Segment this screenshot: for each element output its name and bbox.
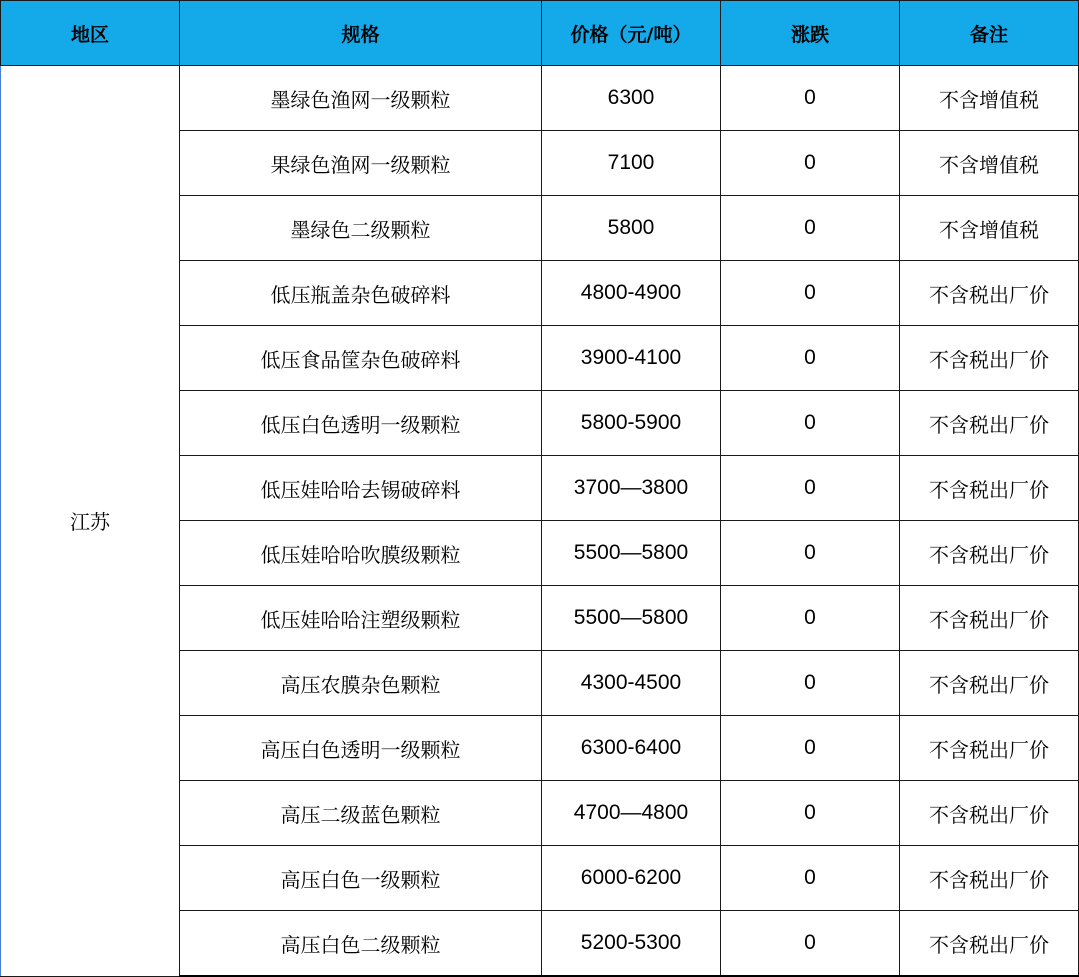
note-cell: 不含税出厂价 xyxy=(900,391,1079,456)
header-price: 价格（元/吨） xyxy=(542,1,721,66)
spec-cell: 高压二级蓝色颗粒 xyxy=(180,781,542,846)
spec-cell: 墨绿色二级颗粒 xyxy=(180,196,542,261)
spec-cell: 高压白色透明一级颗粒 xyxy=(180,716,542,781)
price-cell: 5800-5900 xyxy=(542,391,721,456)
price-cell: 5500—5800 xyxy=(542,521,721,586)
note-cell: 不含税出厂价 xyxy=(900,716,1079,781)
change-cell: 0 xyxy=(721,131,900,196)
spec-cell: 低压娃哈哈吹膜级颗粒 xyxy=(180,521,542,586)
price-cell: 5200-5300 xyxy=(542,911,721,977)
spec-cell: 低压瓶盖杂色破碎料 xyxy=(180,261,542,326)
note-cell: 不含税出厂价 xyxy=(900,456,1079,521)
header-change: 涨跌 xyxy=(721,1,900,66)
table-body xyxy=(1,66,1079,977)
spec-cell: 高压白色二级颗粒 xyxy=(180,911,542,977)
spec-cell: 低压娃哈哈注塑级颗粒 xyxy=(180,586,542,651)
note-cell: 不含税出厂价 xyxy=(900,651,1079,716)
price-cell: 6300-6400 xyxy=(542,716,721,781)
price-cell: 3900-4100 xyxy=(542,326,721,391)
change-cell: 0 xyxy=(721,261,900,326)
change-cell: 0 xyxy=(721,781,900,846)
change-cell: 0 xyxy=(721,716,900,781)
spec-cell: 低压食品筐杂色破碎料 xyxy=(180,326,542,391)
note-cell: 不含税出厂价 xyxy=(900,586,1079,651)
change-cell: 0 xyxy=(721,586,900,651)
change-cell: 0 xyxy=(721,651,900,716)
note-cell: 不含增值税 xyxy=(900,131,1079,196)
change-cell: 0 xyxy=(721,846,900,911)
price-cell: 4700—4800 xyxy=(542,781,721,846)
change-cell: 0 xyxy=(721,456,900,521)
note-cell: 不含税出厂价 xyxy=(900,261,1079,326)
header-region: 地区 xyxy=(1,1,180,66)
header-row xyxy=(1,1,1079,66)
table-row xyxy=(1,66,1079,131)
price-cell: 5500—5800 xyxy=(542,586,721,651)
price-cell: 7100 xyxy=(542,131,721,196)
note-cell: 不含税出厂价 xyxy=(900,911,1079,977)
note-cell: 不含增值税 xyxy=(900,66,1079,131)
change-cell: 0 xyxy=(721,911,900,977)
spec-cell: 果绿色渔网一级颗粒 xyxy=(180,131,542,196)
region-cell: 江苏 xyxy=(1,66,180,977)
price-cell: 4800-4900 xyxy=(542,261,721,326)
note-cell: 不含税出厂价 xyxy=(900,781,1079,846)
spec-cell: 墨绿色渔网一级颗粒 xyxy=(180,66,542,131)
price-cell: 6300 xyxy=(542,66,721,131)
change-cell: 0 xyxy=(721,196,900,261)
header-spec: 规格 xyxy=(180,1,542,66)
price-cell: 3700—3800 xyxy=(542,456,721,521)
price-cell: 6000-6200 xyxy=(542,846,721,911)
note-cell: 不含税出厂价 xyxy=(900,521,1079,586)
change-cell: 0 xyxy=(721,521,900,586)
change-cell: 0 xyxy=(721,391,900,456)
note-cell: 不含税出厂价 xyxy=(900,846,1079,911)
change-cell: 0 xyxy=(721,66,900,131)
price-cell: 5800 xyxy=(542,196,721,261)
price-cell: 4300-4500 xyxy=(542,651,721,716)
header-note: 备注 xyxy=(900,1,1079,66)
note-cell: 不含增值税 xyxy=(900,196,1079,261)
change-cell: 0 xyxy=(721,326,900,391)
spec-cell: 高压农膜杂色颗粒 xyxy=(180,651,542,716)
spec-cell: 低压娃哈哈去锡破碎料 xyxy=(180,456,542,521)
spec-cell: 高压白色一级颗粒 xyxy=(180,846,542,911)
spec-cell: 低压白色透明一级颗粒 xyxy=(180,391,542,456)
note-cell: 不含税出厂价 xyxy=(900,326,1079,391)
